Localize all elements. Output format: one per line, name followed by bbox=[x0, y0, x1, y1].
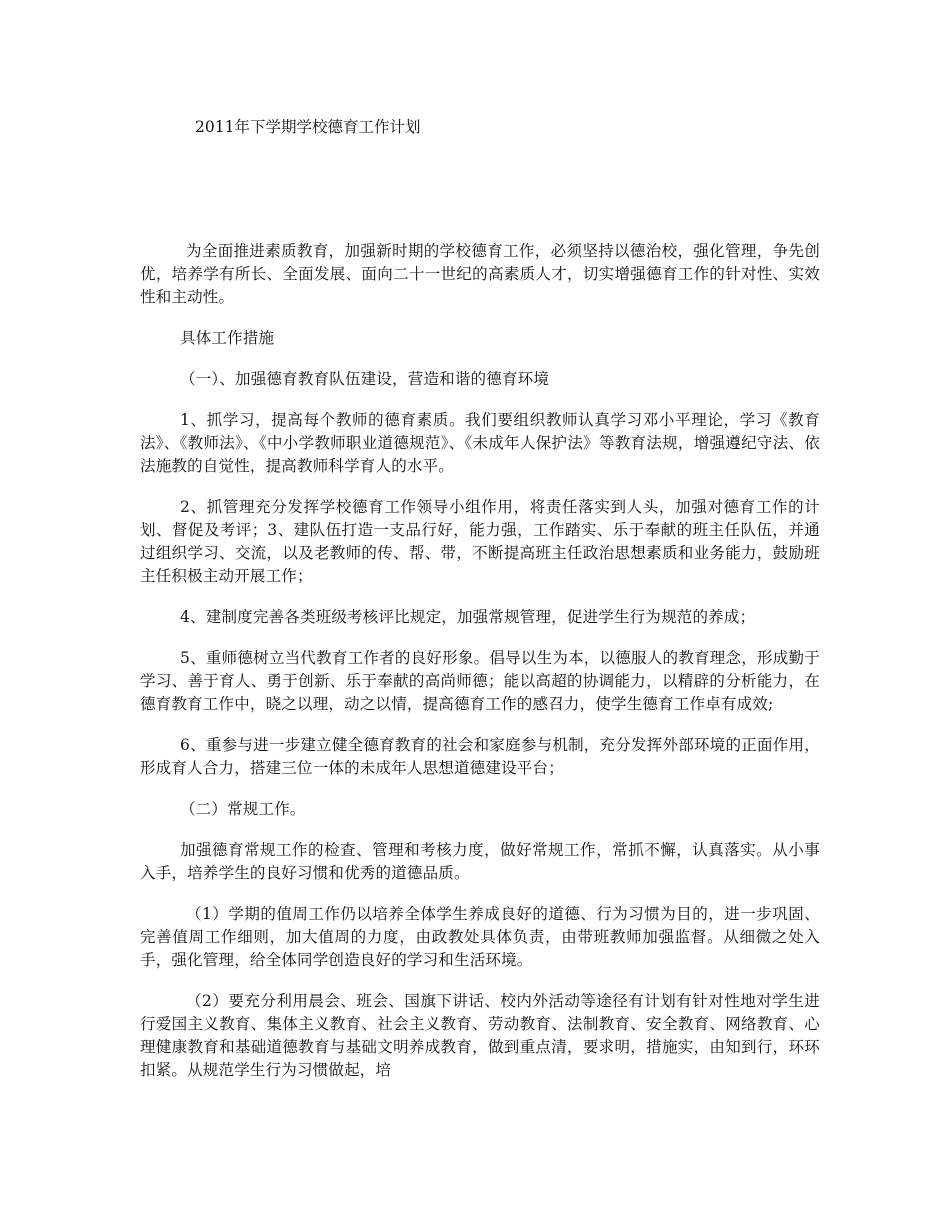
paragraph-routine-1: （1）学期的值周工作仍以培养全体学生养成良好的道德、行为习惯为目的，进一步巩固、完善值周工作细则，加大值周的力度，由政教处具体负责，由带班教师加强监督。从细微之处入手，强化管理，给全体同学创造良好的学习和生活环境。 bbox=[140, 905, 820, 969]
paragraph-item-5: 5、重师德树立当代教育工作者的良好形象。倡导以生为本，以德服人的教育理念，形成勤于学习、善于育人、勇于创新、乐于奉献的高尚师德；能以高超的协调能力，以精辟的分析能力，在德育教育工作中，晓之以理，动之以情，提高德育工作的感召力，使学生德育工作卓有成效; bbox=[140, 649, 820, 713]
paragraph-item-1: 1、抓学习，提高每个教师的德育素质。我们要组织教师认真学习邓小平理论，学习《教育法》、《教师法》、《中小学教师职业道德规范》、《未成年人保护法》等教育法规，增强遵纪守法、依法施教的自觉性，提高教师科学育人的水平。 bbox=[140, 411, 820, 475]
paragraph-item-6: 6、重参与进一步建立健全德育教育的社会和家庭参与机制，充分发挥外部环境的正面作用，形成育人合力，搭建三位一体的未成年人思想道德建设平台； bbox=[140, 736, 820, 777]
section-heading-2: （二）常规工作。 bbox=[180, 800, 306, 818]
paragraph-intro: 为全面推进素质教育，加强新时期的学校德育工作，必须坚持以德治校，强化管理，争先创优，培养学有所长、全面发展、面向二十一世纪的高素质人才，切实增强德育工作的针对性、实效性和主动性。 bbox=[140, 242, 820, 306]
section-heading-1: （一）、加强德育教育队伍建设，营造和谐的德育环境 bbox=[180, 370, 550, 388]
paragraph-routine-2: （2）要充分利用晨会、班会、国旗下讲话、校内外活动等途径有计划有针对性地对学生进行爱国主义教育、集体主义教育、社会主义教育、劳动教育、法制教育、安全教育、网络教育、心理健康教育和基础道德教育与基础文明养成教育，做到重点清，要求明，措施实，由知到行，环环扣紧。从规范学生行为习惯做起，培 bbox=[140, 992, 820, 1079]
paragraph-routine: 加强德育常规工作的检查、管理和考核力度，做好常规工作，常抓不懈，认真落实。从小事入手，培养学生的良好习惯和优秀的道德品质。 bbox=[140, 841, 820, 882]
document-title: 2011年下学期学校德育工作计划 bbox=[195, 118, 421, 136]
section-heading-measures: 具体工作措施 bbox=[180, 329, 275, 347]
paragraph-item-2-3: 2、抓管理充分发挥学校德育工作领导小组作用，将责任落实到人头，加强对德育工作的计划、督促及考评；3、建队伍打造一支品行好，能力强，工作踏实、乐于奉献的班主任队伍，并通过组织学习、交流，以及老教师的传、帮、带，不断提高班主任政治思想素质和业务能力，鼓励班主任积极主动开展工作； bbox=[140, 498, 820, 585]
paragraph-item-4: 4、建制度完善各类班级考核评比规定，加强常规管理，促进学生行为规范的养成； bbox=[180, 608, 756, 626]
document-body bbox=[140, 240, 820, 1100]
